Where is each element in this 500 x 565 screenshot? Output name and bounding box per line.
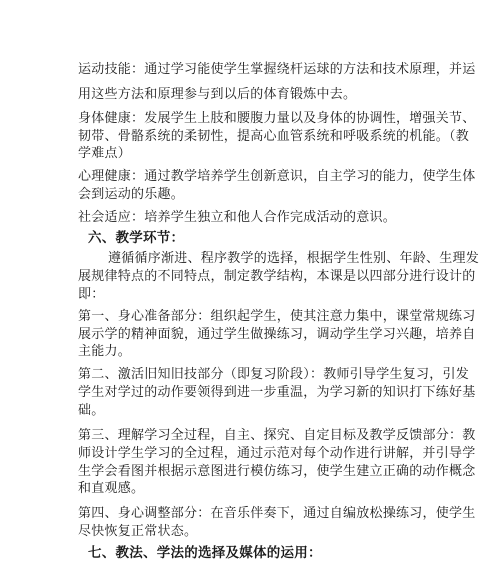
text-line: 展规律特点的不同特点，制定教学结构，本课是以四部分进行设计的: [78, 269, 476, 284]
text-line: 第三、理解学习全过程，自主、探究、自定目标及教学反馈部分：教: [78, 428, 476, 443]
text-line: 遵循循序渐进、程序教学的选择，根据学生性别、年龄、生理发: [108, 251, 480, 266]
text-line: 会到运动的乐趣。: [78, 187, 185, 202]
text-line: 第二、激活旧知旧技部分（即复习阶段）：教师引导学生复习，引发: [78, 367, 470, 382]
text-line: 社会适应：培养学生独立和他人合作完成活动的意识。: [78, 210, 397, 225]
text-line: 心理健康：通过教学培养学生创新意识，自主学习的能力，使学生体: [78, 169, 476, 184]
text-line: 尽快恢复正常状态。: [78, 524, 198, 539]
text-line: 用这些方法和原理参与到以后的体育锻炼中去。: [78, 87, 357, 102]
text-line: 韧带、骨骼系统的柔韧性，提高心血管系统和呼吸系统的机能。（教: [78, 129, 470, 144]
text-line: 生学会看图并根据示意图进行模仿练习，使学生建立正确的动作概念: [78, 464, 476, 479]
text-line: 运动技能：通过学习能使学生掌握绕杆运球的方法和技术原理，并运: [78, 62, 476, 77]
text-line: 展示学的精神面貌，通过学生做操练习，调动学生学习兴趣，培养自: [78, 327, 476, 342]
text-line: 身体健康：发展学生上肢和腰腹力量以及身体的协调性，增强关节、: [78, 111, 476, 126]
text-line: 和直观感。: [78, 481, 145, 496]
section-heading: 六、教学环节：: [88, 230, 185, 246]
text-line: 师设计学生学习的全过程，通过示范对每个动作进行讲解，并引导学: [78, 446, 476, 461]
text-line: 第一、身心准备部分：组织起学生，使其注意力集中，课堂常规练习: [78, 309, 476, 324]
text-line: 学难点）: [78, 146, 132, 161]
text-line: 学生对学过的动作要领得到进一步重温，为学习新的知识打下练好基: [78, 385, 476, 400]
section-heading: 七、教法、学法的选择及媒体的运用：: [88, 545, 322, 561]
text-line: 主能力。: [78, 344, 132, 359]
text-line: 即：: [78, 287, 105, 302]
text-line: 础。: [78, 403, 105, 418]
text-line: 第四、身心调整部分：在音乐伴奏下，通过自编放松操练习，使学生: [78, 506, 476, 521]
